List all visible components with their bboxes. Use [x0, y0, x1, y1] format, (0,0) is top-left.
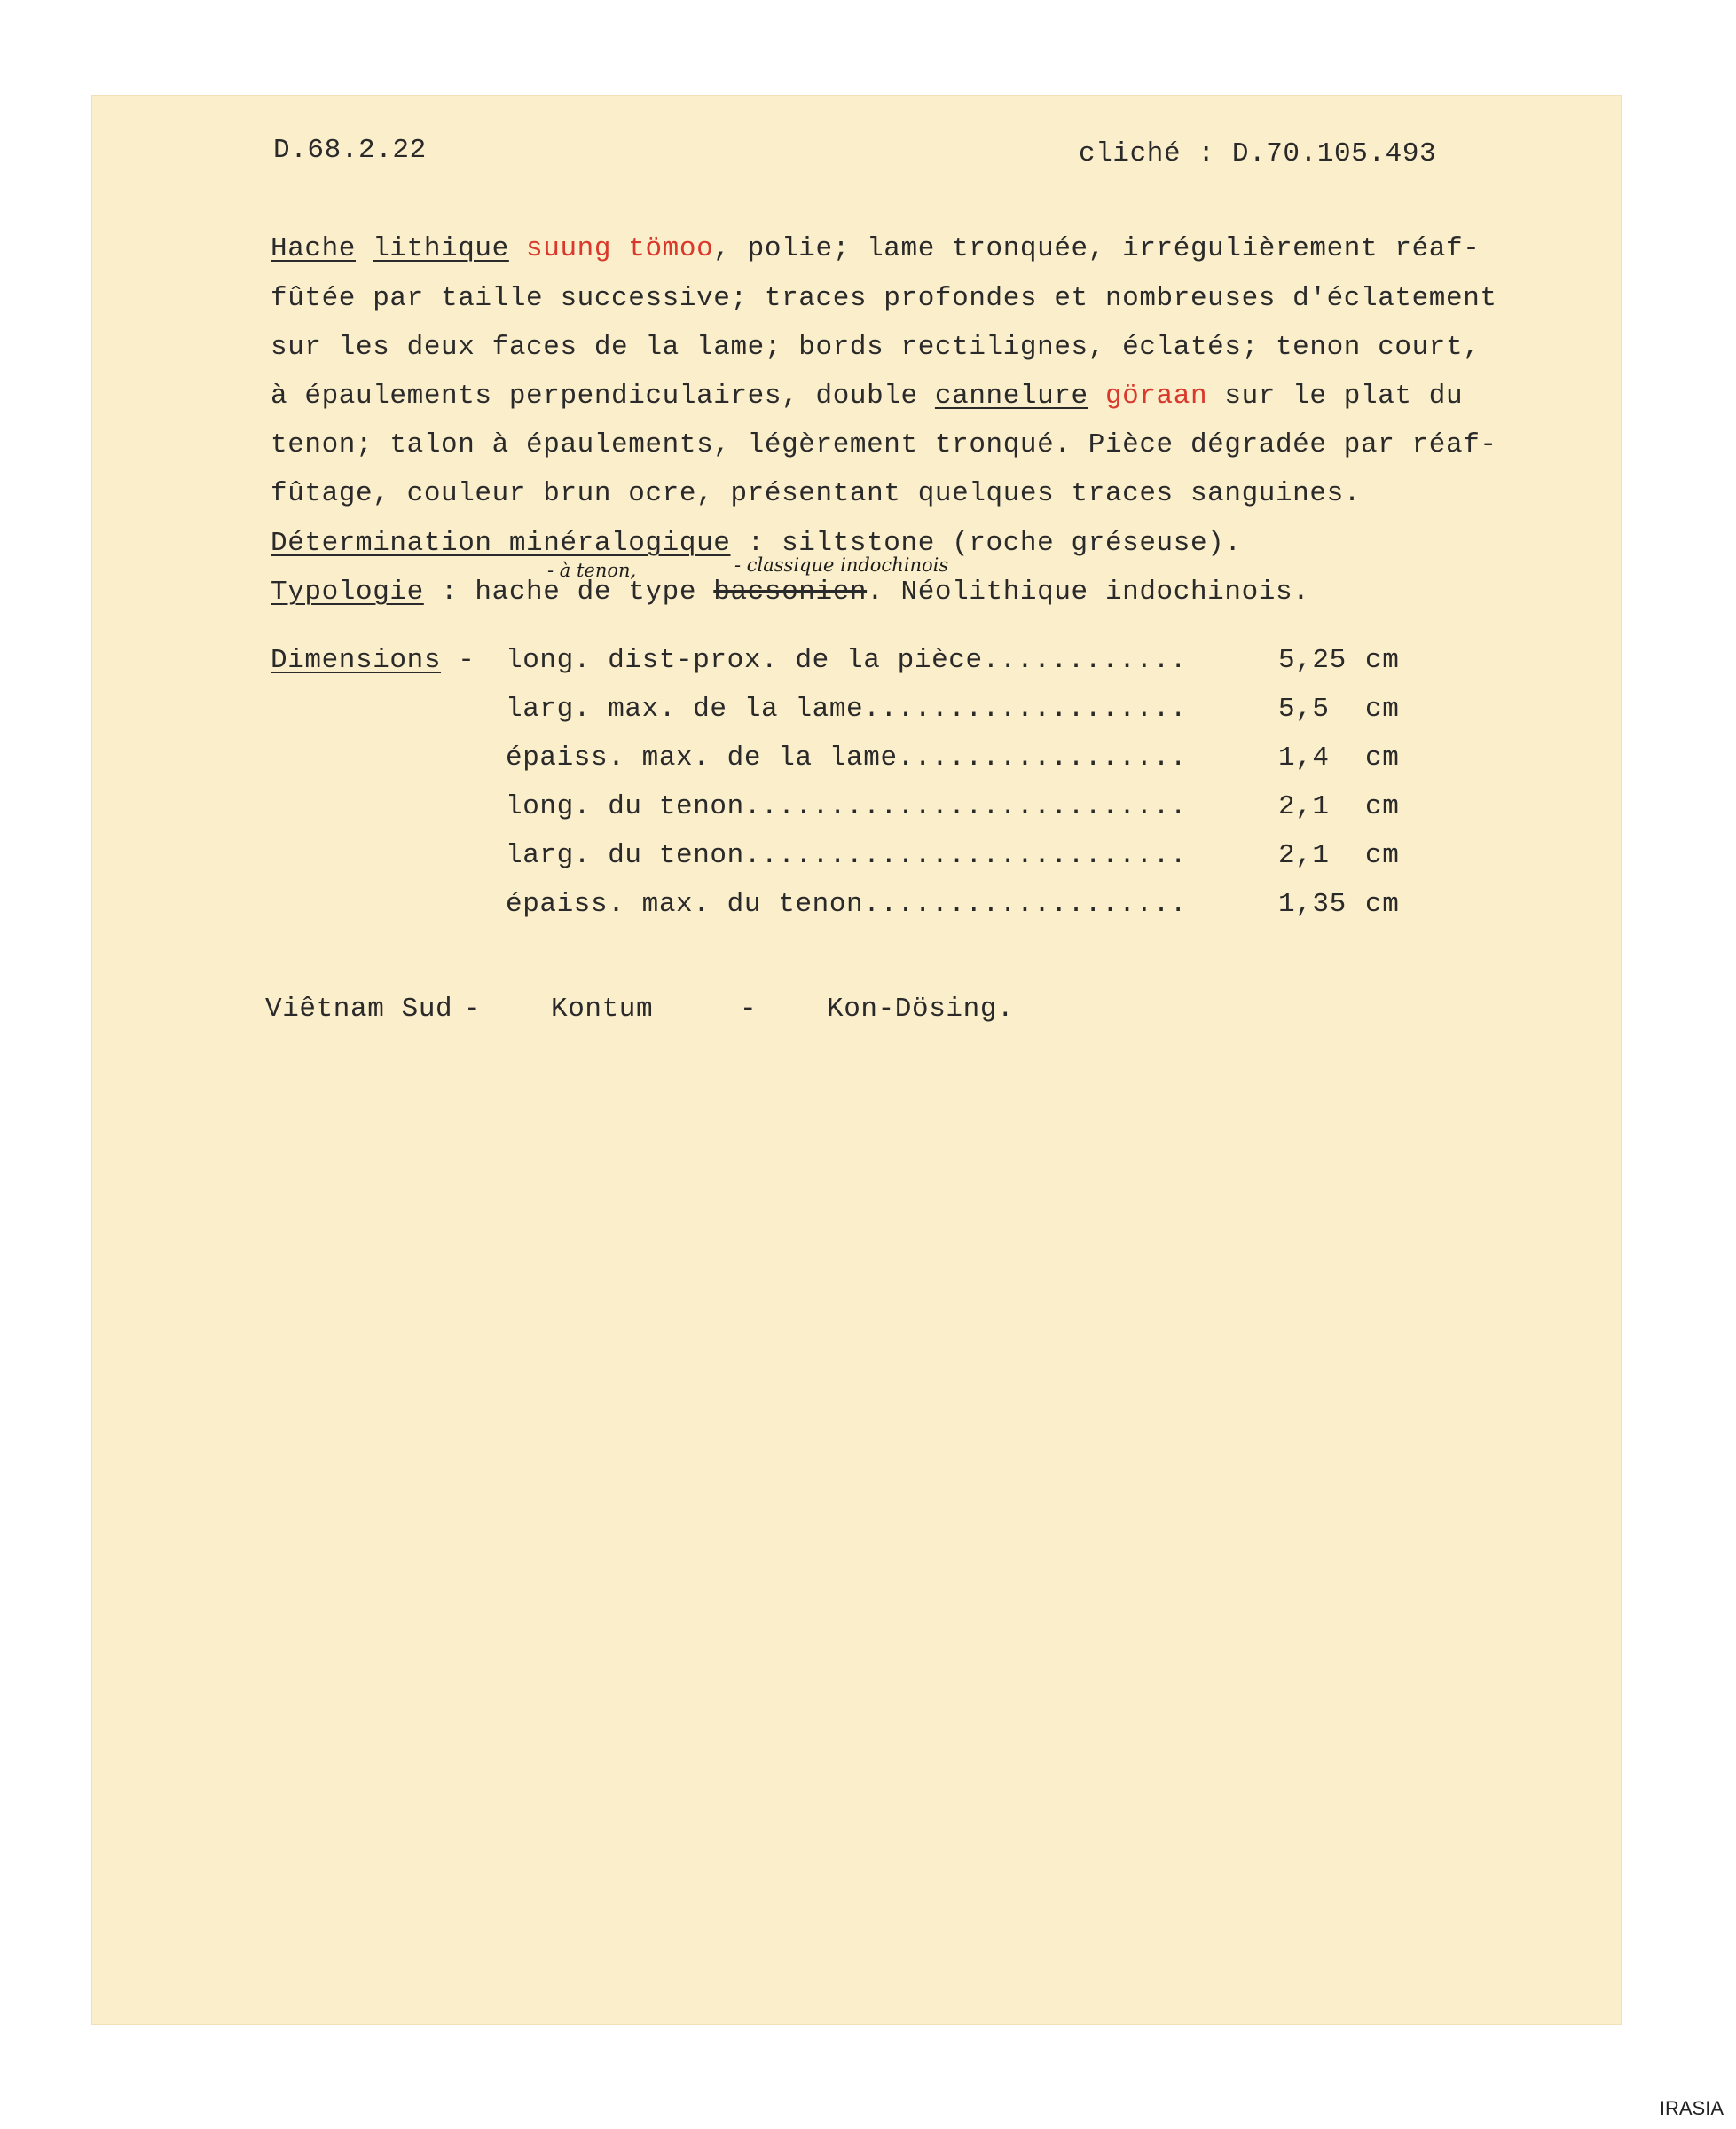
location-site: Kon-Dösing.: [827, 994, 1015, 1025]
dimension-row-label: long. du tenon..........................: [506, 791, 1188, 822]
dimension-row-value: 2,1: [1278, 840, 1330, 871]
dimension-row-unit: cm: [1365, 694, 1400, 725]
word-lithique: lithique: [373, 233, 509, 264]
dimensions-heading: Dimensions -: [271, 645, 475, 676]
dimension-row-label: long. dist-prox. de la pièce............: [506, 645, 1188, 676]
dimension-row-unit: cm: [1365, 889, 1400, 920]
local-name-goraan: göraan: [1104, 381, 1208, 412]
location-separator-2: -: [740, 994, 758, 1025]
dimension-row-value: 5,25: [1278, 645, 1347, 676]
determination-value: : siltstone (roche gréseuse).: [730, 528, 1242, 559]
local-name-suung-tomoo: suung tömoo: [526, 233, 714, 264]
dimension-row-label: épaiss. max. du tenon...................: [506, 889, 1188, 920]
dimension-row-value: 1,35: [1278, 889, 1347, 920]
irasia-watermark: IRASIA: [1659, 2097, 1724, 2119]
document-sheet: [91, 95, 1622, 2025]
location-separator-1: -: [464, 994, 482, 1025]
description-line-5: tenon; talon à épaulements, légèrement tronqué. Pièce dégradée par réaf-: [271, 429, 1497, 460]
location-province: Kontum: [551, 994, 654, 1025]
dimension-row-unit: cm: [1365, 791, 1400, 822]
dimension-row-value: 1,4: [1278, 742, 1330, 774]
reference-number: D.68.2.22: [273, 135, 427, 166]
dimension-row-unit: cm: [1365, 645, 1400, 676]
dimension-row-unit: cm: [1365, 840, 1400, 871]
description-line-6: fûtage, couleur brun ocre, présentant quelques traces sanguines.: [271, 478, 1361, 509]
struck-bacsonien: bacsonien: [713, 577, 868, 608]
dimension-row-label: larg. du tenon..........................: [506, 840, 1188, 871]
description-line-1: Hache lithique suung tömoo, polie; lame tronquée, irrégulièrement réaf-: [271, 233, 1481, 264]
dimension-row-value: 5,5: [1278, 694, 1330, 725]
dimension-row-label: larg. max. de la lame...................: [506, 694, 1188, 725]
cliche-reference: cliché : D.70.105.493: [1079, 138, 1437, 169]
determination-label: Détermination minéralogique: [271, 528, 731, 559]
dimension-row-value: 2,1: [1278, 791, 1330, 822]
dimension-row-label: épaiss. max. de la lame.................: [506, 742, 1188, 774]
word-hache: Hache: [271, 233, 357, 264]
description-line-4: à épaulements perpendiculaires, double cannelure göraan sur le plat du: [271, 381, 1464, 412]
description-line-3: sur les deux faces de la lame; bords rectilignes, éclatés; tenon court,: [271, 332, 1481, 363]
dimensions-label: Dimensions: [271, 645, 442, 676]
description-line-2: fûtée par taille successive; traces profondes et nombreuses d'éclatement: [271, 283, 1497, 314]
dimension-row-unit: cm: [1365, 742, 1400, 774]
typologie-line: Typologie : hache de type bacsonien. Néolithique indochinois.: [271, 577, 1310, 608]
handwritten-annotation-classique: - classique indochinois: [734, 554, 949, 576]
typologie-label: Typologie: [271, 577, 424, 608]
location-country: Viêtnam Sud: [265, 994, 453, 1025]
handwritten-annotation-tenon: - à tenon,: [547, 560, 637, 581]
word-cannelure: cannelure: [934, 381, 1088, 412]
